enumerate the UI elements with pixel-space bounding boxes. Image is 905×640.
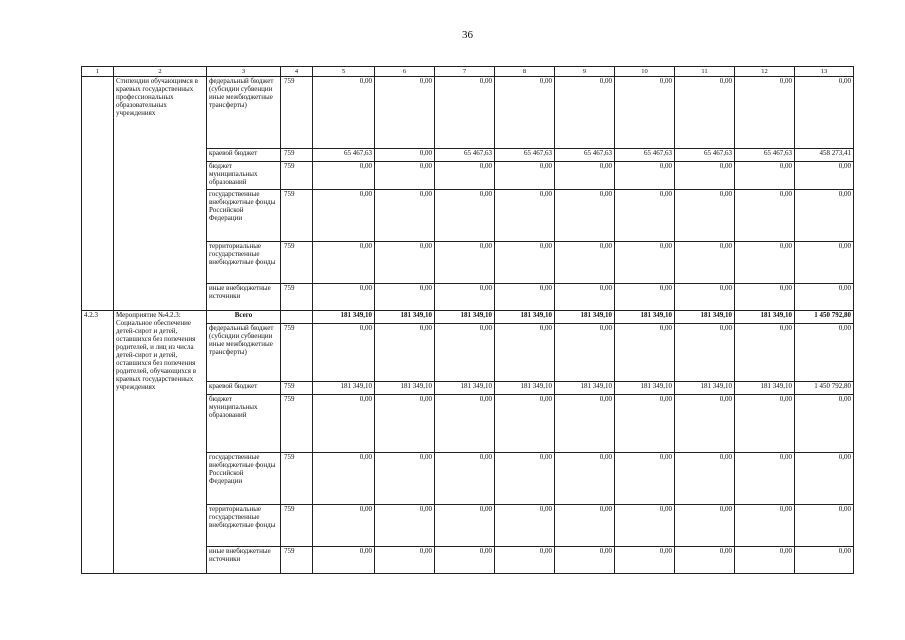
value-cell: 65 467,63 <box>675 149 735 162</box>
grbs-code <box>281 311 313 324</box>
value-cell: 0,00 <box>675 284 735 311</box>
value-cell: 181 349,10 <box>615 382 675 395</box>
value-cell: 0,00 <box>495 190 555 242</box>
value-cell: 0,00 <box>555 77 615 149</box>
value-cell: 0,00 <box>375 453 435 505</box>
header-cell: 8 <box>495 67 555 77</box>
value-cell: 0,00 <box>435 453 495 505</box>
header-cell: 7 <box>435 67 495 77</box>
value-cell: 0,00 <box>555 324 615 382</box>
value-cell: 0,00 <box>435 242 495 284</box>
funding-source: федеральный бюджет (субсидии субвенции иные межбюджетные трансферты) <box>207 324 281 382</box>
value-cell: 0,00 <box>615 547 675 574</box>
value-cell: 0,00 <box>795 395 854 453</box>
value-cell: 0,00 <box>435 190 495 242</box>
value-cell: 0,00 <box>495 395 555 453</box>
funding-source: федеральный бюджет (субсидии субвенции иные межбюджетные трансферты) <box>207 77 281 149</box>
value-cell: 0,00 <box>795 77 854 149</box>
value-cell: 0,00 <box>795 190 854 242</box>
funding-source: иные внебюджетные источники <box>207 284 281 311</box>
value-cell: 0,00 <box>735 324 795 382</box>
total-value: 181 349,10 <box>735 311 795 324</box>
funding-source: государственные внебюджетные фонды Российской Федерации <box>207 453 281 505</box>
value-cell: 181 349,10 <box>675 382 735 395</box>
value-cell: 0,00 <box>735 190 795 242</box>
value-cell: 0,00 <box>495 324 555 382</box>
code-cell <box>82 77 114 311</box>
value-cell: 0,00 <box>555 505 615 547</box>
value-cell: 0,00 <box>675 505 735 547</box>
value-cell: 0,00 <box>615 284 675 311</box>
value-cell: 0,00 <box>435 395 495 453</box>
value-cell: 0,00 <box>555 162 615 190</box>
value-cell: 0,00 <box>375 547 435 574</box>
value-cell: 0,00 <box>435 162 495 190</box>
value-cell: 0,00 <box>375 162 435 190</box>
total-value: 181 349,10 <box>495 311 555 324</box>
item-code: 4.2.3 <box>82 311 114 574</box>
value-cell: 0,00 <box>795 242 854 284</box>
value-cell: 0,00 <box>555 284 615 311</box>
value-cell: 0,00 <box>675 453 735 505</box>
value-cell: 0,00 <box>375 284 435 311</box>
value-cell: 1 450 792,80 <box>795 382 854 395</box>
header-cell: 10 <box>615 67 675 77</box>
value-cell: 0,00 <box>495 77 555 149</box>
value-cell: 0,00 <box>555 242 615 284</box>
header-cell: 12 <box>735 67 795 77</box>
funding-source: бюджет муниципальных образований <box>207 162 281 190</box>
value-cell: 0,00 <box>795 324 854 382</box>
value-cell: 0,00 <box>675 395 735 453</box>
header-cell: 3 <box>207 67 281 77</box>
value-cell: 0,00 <box>555 547 615 574</box>
total-value: 181 349,10 <box>375 311 435 324</box>
value-cell: 0,00 <box>795 453 854 505</box>
value-cell: 0,00 <box>675 242 735 284</box>
value-cell: 0,00 <box>495 162 555 190</box>
value-cell: 0,00 <box>495 547 555 574</box>
grbs-code: 759 <box>281 284 313 311</box>
table-row <box>82 77 854 149</box>
funding-source: территориальные государственные внебюджетные фонды <box>207 242 281 284</box>
value-cell: 0,00 <box>735 453 795 505</box>
header-cell: 2 <box>114 67 207 77</box>
value-cell: 181 349,10 <box>435 382 495 395</box>
funding-source: иные внебюджетные источники <box>207 547 281 574</box>
funding-source: государственные внебюджетные фонды Российской Федерации <box>207 190 281 242</box>
value-cell: 181 349,10 <box>375 382 435 395</box>
funding-source: краевой бюджет <box>207 149 281 162</box>
value-cell: 458 273,41 <box>795 149 854 162</box>
header-cell: 13 <box>795 67 854 77</box>
value-cell: 0,00 <box>615 395 675 453</box>
grbs-code: 759 <box>281 190 313 242</box>
table-row-total <box>82 311 854 324</box>
total-label: Всего <box>207 311 281 324</box>
value-cell: 0,00 <box>313 324 375 382</box>
value-cell: 0,00 <box>675 77 735 149</box>
value-cell: 0,00 <box>615 242 675 284</box>
grbs-code: 759 <box>281 324 313 382</box>
value-cell: 181 349,10 <box>313 382 375 395</box>
total-value: 181 349,10 <box>313 311 375 324</box>
value-cell: 0,00 <box>735 77 795 149</box>
value-cell: 0,00 <box>555 453 615 505</box>
value-cell: 65 467,63 <box>555 149 615 162</box>
value-cell: 0,00 <box>615 505 675 547</box>
value-cell: 0,00 <box>675 547 735 574</box>
value-cell: 0,00 <box>435 284 495 311</box>
value-cell: 181 349,10 <box>495 382 555 395</box>
value-cell: 0,00 <box>675 162 735 190</box>
value-cell: 0,00 <box>615 453 675 505</box>
value-cell: 0,00 <box>313 190 375 242</box>
value-cell: 65 467,63 <box>313 149 375 162</box>
header-cell: 9 <box>555 67 615 77</box>
measure-name: Стипендии обучающимся в краевых государственных профессиональных образовательных учреждениях <box>114 77 207 311</box>
value-cell: 0,00 <box>735 547 795 574</box>
value-cell: 0,00 <box>375 149 435 162</box>
grbs-code: 759 <box>281 149 313 162</box>
value-cell: 0,00 <box>735 284 795 311</box>
value-cell: 0,00 <box>313 453 375 505</box>
total-value: 181 349,10 <box>615 311 675 324</box>
grbs-code: 759 <box>281 395 313 453</box>
value-cell: 0,00 <box>615 162 675 190</box>
value-cell: 0,00 <box>375 324 435 382</box>
value-cell: 181 349,10 <box>735 382 795 395</box>
total-value: 181 349,10 <box>555 311 615 324</box>
value-cell: 0,00 <box>313 77 375 149</box>
value-cell: 65 467,63 <box>435 149 495 162</box>
page-number: 36 <box>462 29 473 41</box>
value-cell: 0,00 <box>435 505 495 547</box>
value-cell: 0,00 <box>375 395 435 453</box>
header-cell: 1 <box>82 67 114 77</box>
value-cell: 0,00 <box>795 547 854 574</box>
value-cell: 0,00 <box>435 547 495 574</box>
value-cell: 0,00 <box>495 453 555 505</box>
funding-source: бюджет муниципальных образований <box>207 395 281 453</box>
value-cell: 0,00 <box>375 505 435 547</box>
total-value: 1 450 792,80 <box>795 311 854 324</box>
value-cell: 0,00 <box>375 242 435 284</box>
value-cell: 65 467,63 <box>615 149 675 162</box>
value-cell: 0,00 <box>675 190 735 242</box>
value-cell: 0,00 <box>313 284 375 311</box>
value-cell: 0,00 <box>313 505 375 547</box>
grbs-code: 759 <box>281 453 313 505</box>
value-cell: 0,00 <box>735 395 795 453</box>
grbs-code: 759 <box>281 505 313 547</box>
value-cell: 0,00 <box>795 284 854 311</box>
value-cell: 0,00 <box>615 77 675 149</box>
measure-name: Мероприятие №4.2.3: Социальное обеспечение детей-сирот и детей, оставшихся без попечения родителей, и лиц из числа детей-сирот и детей, оставшихся без попечения родителей, обучающихся в краевых государственных учреждениях <box>114 311 207 574</box>
header-row <box>82 67 854 77</box>
value-cell: 0,00 <box>555 395 615 453</box>
value-cell: 0,00 <box>495 505 555 547</box>
header-cell: 6 <box>375 67 435 77</box>
total-value: 181 349,10 <box>435 311 495 324</box>
value-cell: 0,00 <box>735 162 795 190</box>
value-cell: 0,00 <box>615 324 675 382</box>
value-cell: 65 467,63 <box>495 149 555 162</box>
header-cell: 5 <box>313 67 375 77</box>
grbs-code: 759 <box>281 382 313 395</box>
value-cell: 0,00 <box>615 190 675 242</box>
budget-table <box>81 66 854 574</box>
value-cell: 65 467,63 <box>735 149 795 162</box>
value-cell: 0,00 <box>555 190 615 242</box>
header-cell: 4 <box>281 67 313 77</box>
value-cell: 0,00 <box>675 324 735 382</box>
value-cell: 0,00 <box>375 77 435 149</box>
value-cell: 0,00 <box>435 324 495 382</box>
value-cell: 0,00 <box>735 505 795 547</box>
funding-source: краевой бюджет <box>207 382 281 395</box>
grbs-code: 759 <box>281 242 313 284</box>
grbs-code: 759 <box>281 162 313 190</box>
value-cell: 0,00 <box>435 77 495 149</box>
value-cell: 0,00 <box>495 284 555 311</box>
grbs-code: 759 <box>281 547 313 574</box>
total-value: 181 349,10 <box>675 311 735 324</box>
funding-source: территориальные государственные внебюджетные фонды <box>207 505 281 547</box>
value-cell: 0,00 <box>375 190 435 242</box>
value-cell: 181 349,10 <box>555 382 615 395</box>
value-cell: 0,00 <box>795 505 854 547</box>
value-cell: 0,00 <box>495 242 555 284</box>
grbs-code: 759 <box>281 77 313 149</box>
value-cell: 0,00 <box>313 162 375 190</box>
value-cell: 0,00 <box>313 242 375 284</box>
value-cell: 0,00 <box>313 547 375 574</box>
value-cell: 0,00 <box>735 242 795 284</box>
value-cell: 0,00 <box>313 395 375 453</box>
header-cell: 11 <box>675 67 735 77</box>
value-cell: 0,00 <box>795 162 854 190</box>
